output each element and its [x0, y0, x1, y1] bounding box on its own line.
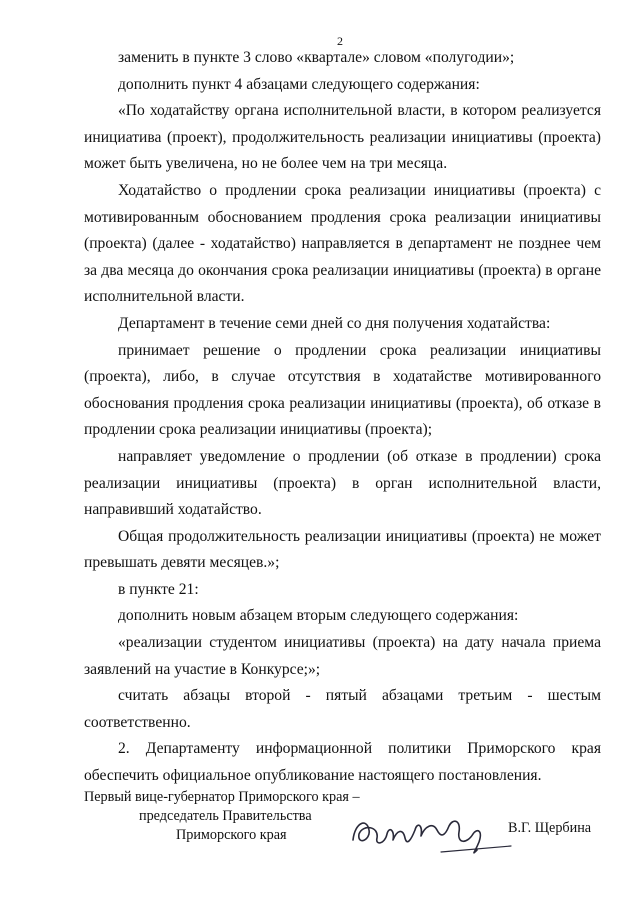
page-number: 2 [337, 34, 343, 48]
paragraph: «реализации студентом инициативы (проекта) на дату начала приема заявлений на участие в Конкурсе;»; [84, 634, 601, 678]
paragraph: считать абзацы второй - пятый абзацами третьим - шестым соответственно. [84, 687, 601, 731]
paragraph: Ходатайство о продлении срока реализации инициативы (проекта) с мотивированным обоснованием продления срока реализации инициативы (проекта) (далее - ходатайство) направляется в департамент не позднее чем за два месяца до окончания срока реализации инициативы (проекта) в органе исполнительной власти. [84, 181, 601, 306]
document-body [84, 45, 601, 790]
paragraph: дополнить новым абзацем вторым следующего содержания: [118, 607, 519, 625]
paragraph: дополнить пункт 4 абзацами следующего содержания: [118, 75, 480, 93]
signature-block [84, 788, 384, 845]
signer-title-line1: Первый вице-губернатор Приморского края – [84, 789, 360, 805]
paragraph: 2. Департаменту информационной политики Приморского края обеспечить официальное опубликование настоящего постановления. [84, 740, 601, 785]
paragraph: принимает решение о продлении срока реализации инициативы (проекта), либо, в случае отсутствия в ходатайстве мотивированного обоснования продления срока реализации инициативы (проекта), об отказе в продлении срока реализации инициативы (проекта); [84, 341, 601, 439]
paragraph: Департамент в течение семи дней со дня получения ходатайства: [118, 314, 551, 332]
signer-title-line2: председатель Правительства [139, 808, 312, 824]
handwritten-signature [345, 800, 515, 860]
signer-title-line3: Приморского края [176, 827, 287, 843]
signer-name: В.Г. Щербина [508, 820, 592, 836]
paragraph: Общая продолжительность реализации инициативы (проекта) не может превышать девяти месяцев.»; [84, 527, 601, 572]
paragraph: направляет уведомление о продлении (об отказе в продлении) срока реализации инициативы (проекта) в орган исполнительной власти, направивший ходатайство. [84, 447, 601, 519]
paragraph: «По ходатайству органа исполнительной власти, в котором реализуется инициатива (проект), продолжительность реализации инициативы (проекта) может быть увеличена, но не более чем на три месяца. [84, 102, 601, 173]
paragraph: заменить в пункте 3 слово «квартале» словом «полугодии»; [118, 49, 515, 66]
paragraph: в пункте 21: [118, 580, 199, 598]
